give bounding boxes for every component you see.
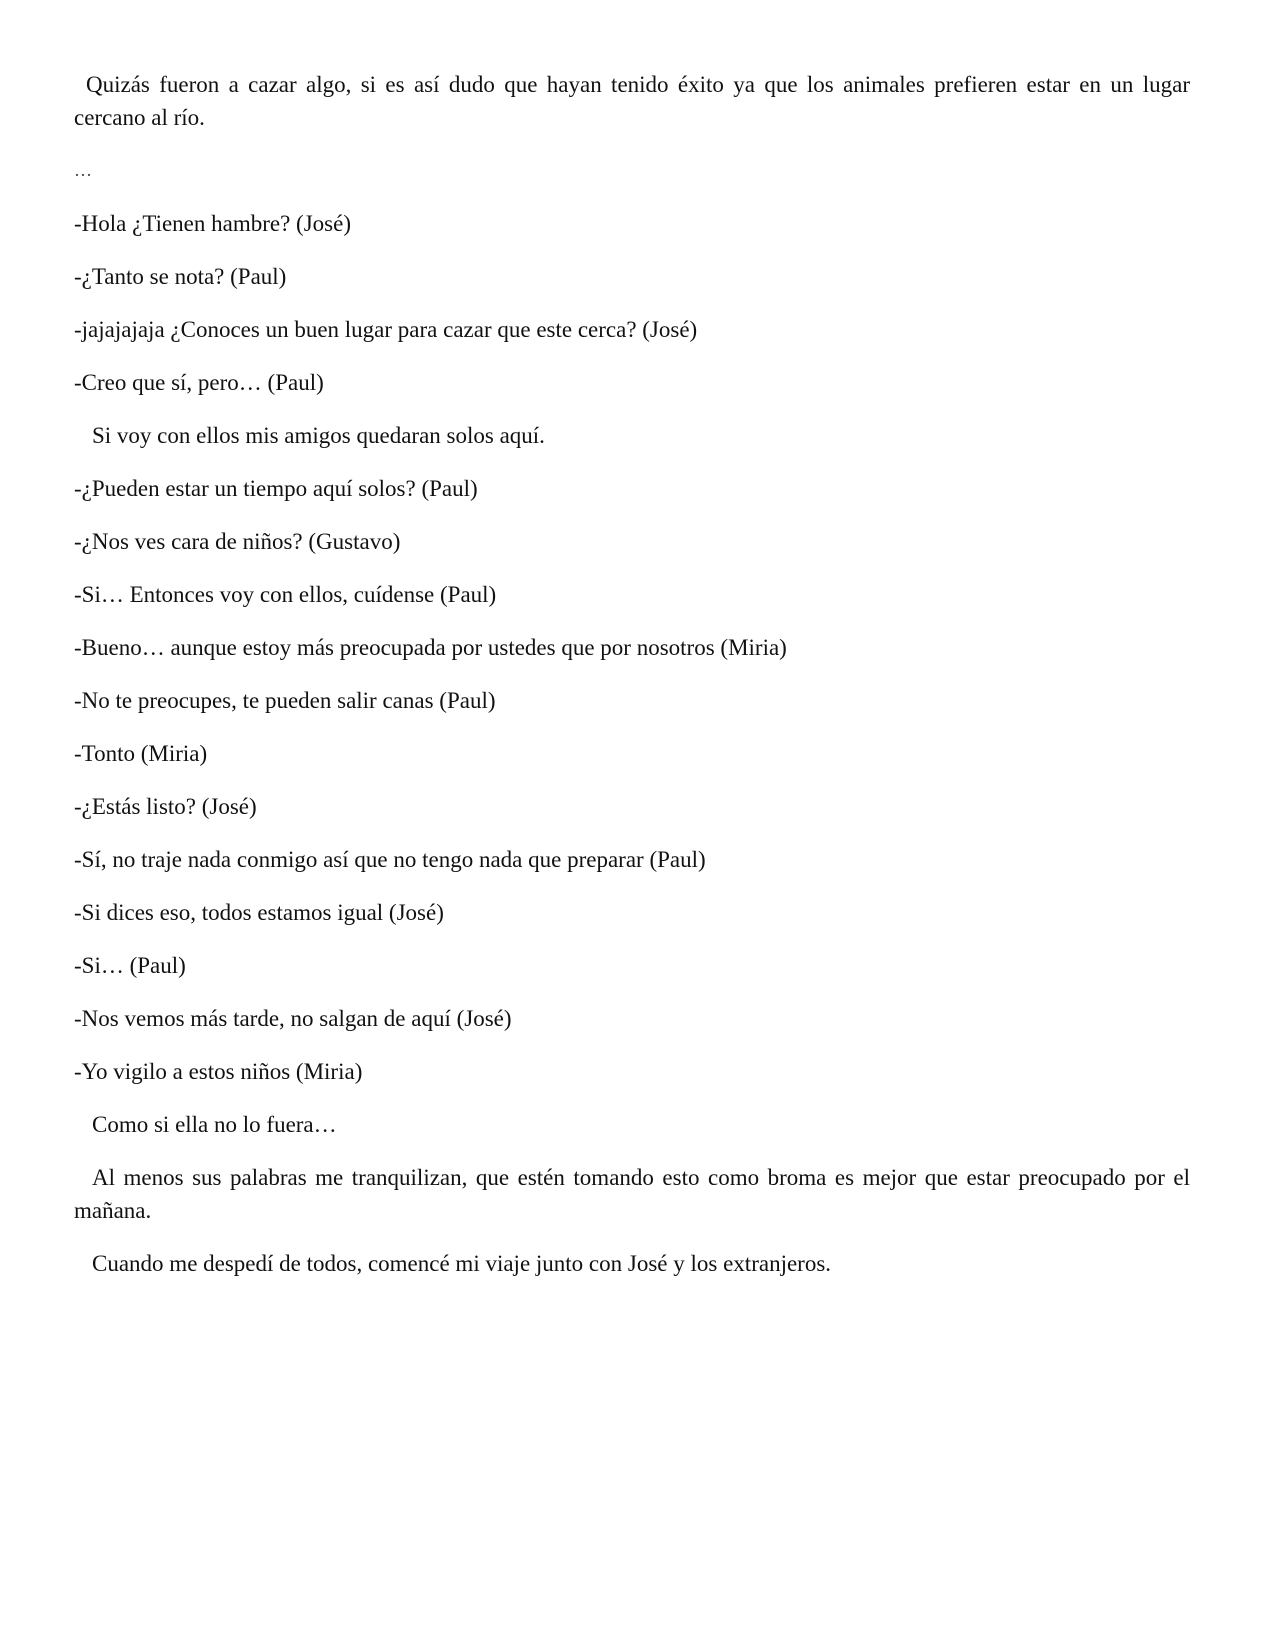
dialogue-line: -¿Tanto se nota? (Paul)	[74, 264, 287, 289]
dialogue-line: -¿Nos ves cara de niños? (Gustavo)	[74, 529, 401, 554]
dialogue-line: -Yo vigilo a estos niños (Miria)	[74, 1059, 363, 1084]
dialogue-line: -Si… Entonces voy con ellos, cuídense (Paul)	[74, 582, 497, 607]
dialogue-line: -Si… (Paul)	[74, 953, 186, 978]
document-page	[74, 68, 1190, 1300]
paragraph-opening: Quizás fueron a cazar algo, si es así dudo que hayan tenido éxito ya que los animales prefieren estar en un lugar cercano al río.	[74, 72, 1190, 130]
narration-line: Al menos sus palabras me tranquilizan, que estén tomando esto como broma es mejor que estar preocupado por el mañana.	[74, 1165, 1190, 1223]
dialogue-line: -¿Estás listo? (José)	[74, 794, 257, 819]
dialogue-line: -Creo que sí, pero… (Paul)	[74, 370, 324, 395]
scene-break: …	[74, 160, 92, 180]
dialogue-line: -Bueno… aunque estoy más preocupada por ustedes que por nosotros (Miria)	[74, 635, 787, 660]
narration-line: Si voy con ellos mis amigos quedaran solos aquí.	[92, 423, 545, 448]
dialogue-line: -Tonto (Miria)	[74, 741, 208, 766]
narration-line: Como si ella no lo fuera…	[92, 1112, 337, 1137]
dialogue-line: -¿Pueden estar un tiempo aquí solos? (Paul)	[74, 476, 478, 501]
dialogue-line: -Si dices eso, todos estamos igual (José)	[74, 900, 444, 925]
dialogue-line: -No te preocupes, te pueden salir canas (Paul)	[74, 688, 496, 713]
dialogue-line: -Sí, no traje nada conmigo así que no tengo nada que preparar (Paul)	[74, 847, 706, 872]
narration-line: Cuando me despedí de todos, comencé mi viaje junto con José y los extranjeros.	[92, 1251, 832, 1276]
dialogue-line: -Hola ¿Tienen hambre? (José)	[74, 211, 351, 236]
dialogue-line: -Nos vemos más tarde, no salgan de aquí (José)	[74, 1006, 512, 1031]
dialogue-line: -jajajajaja ¿Conoces un buen lugar para cazar que este cerca? (José)	[74, 317, 698, 342]
